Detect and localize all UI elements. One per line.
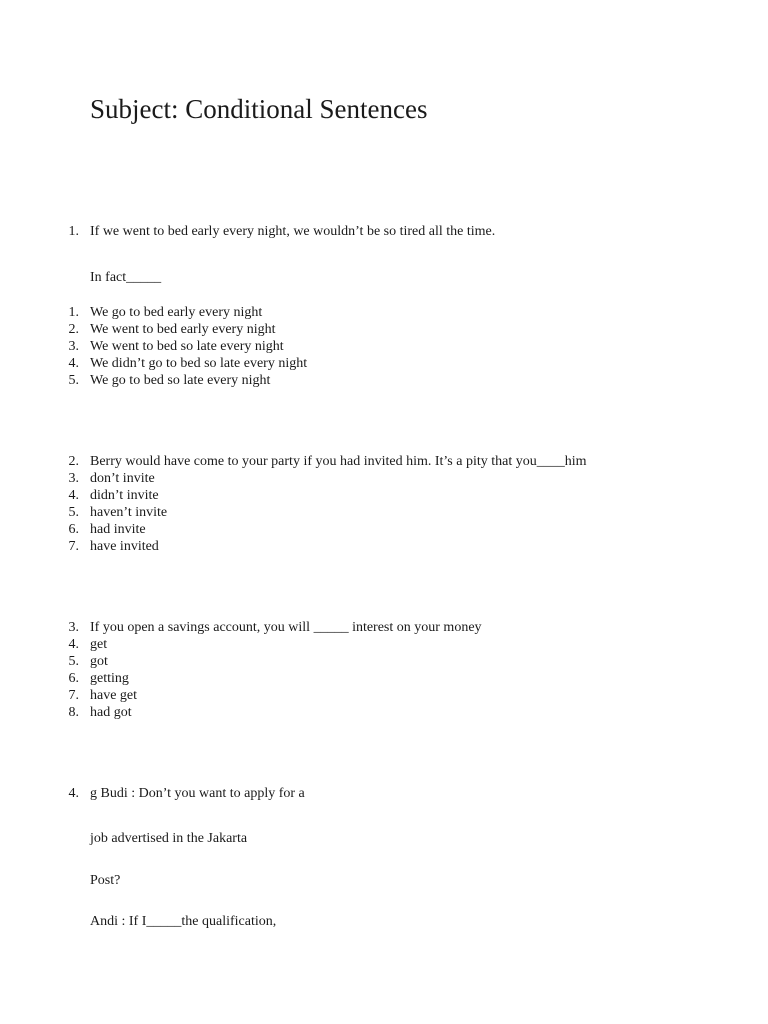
option-text: getting <box>90 671 129 686</box>
question-1-lead: In fact_____ <box>90 270 162 285</box>
option-text: We went to bed so late every night <box>90 339 284 354</box>
option-text: have get <box>90 688 138 703</box>
option-number: 5. <box>68 373 79 388</box>
option-text: We didn’t go to bed so late every night <box>90 356 308 371</box>
question-4-line: job advertised in the Jakarta <box>90 831 248 846</box>
question-text: If you open a savings account, you will _____ interest on your money <box>90 620 482 635</box>
option-text: We go to bed early every night <box>90 305 263 320</box>
option-text: have invited <box>90 539 159 554</box>
option-number: 6. <box>68 671 79 686</box>
option-text: got <box>90 654 108 669</box>
option-text: don’t invite <box>90 471 155 486</box>
option-text: We went to bed early every night <box>90 322 276 337</box>
question-number: 3. <box>68 620 79 635</box>
option-number: 5. <box>68 654 79 669</box>
question-4-line: Andi : If I_____the qualification, <box>90 914 277 929</box>
option-number: 6. <box>68 522 79 537</box>
option-number: 1. <box>68 305 79 320</box>
page-title: Subject: Conditional Sentences <box>90 94 428 124</box>
option-number: 4. <box>68 356 79 371</box>
option-number: 4. <box>68 488 79 503</box>
question-number: 2. <box>68 454 79 469</box>
option-number: 5. <box>68 505 79 520</box>
question-number: 4. <box>68 786 79 801</box>
option-number: 7. <box>68 688 79 703</box>
question-text: Berry would have come to your party if you had invited him. It’s a pity that you____him <box>90 454 587 469</box>
question-text: g Budi : Don’t you want to apply for a <box>90 786 305 801</box>
option-number: 7. <box>68 539 79 554</box>
option-text: had got <box>90 705 132 720</box>
question-text: If we went to bed early every night, we wouldn’t be so tired all the time. <box>90 224 496 239</box>
option-text: had invite <box>90 522 146 537</box>
question-4-line: Post? <box>90 873 121 888</box>
option-text: haven’t invite <box>90 505 168 520</box>
option-text: get <box>90 637 108 652</box>
question-number: 1. <box>68 224 79 239</box>
option-number: 8. <box>68 705 79 720</box>
option-text: didn’t invite <box>90 488 159 503</box>
option-text: We go to bed so late every night <box>90 373 271 388</box>
option-number: 3. <box>68 471 79 486</box>
option-number: 4. <box>68 637 79 652</box>
option-number: 3. <box>68 339 79 354</box>
option-number: 2. <box>68 322 79 337</box>
